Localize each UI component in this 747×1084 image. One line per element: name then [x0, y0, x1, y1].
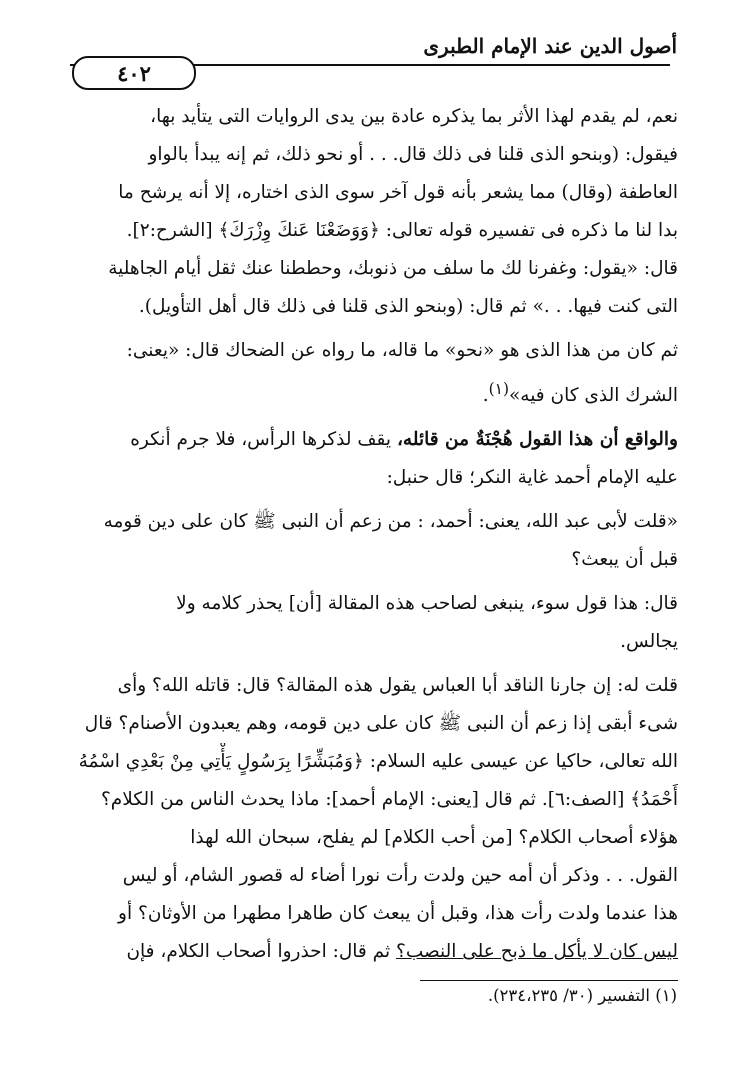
text-line: ثم كان من هذا الذى هو «نحو» ما قاله، ما رواه عن الضحاك قال: «يعنى:	[126, 340, 678, 361]
text-line: قبل أن يبعث؟	[571, 549, 678, 571]
text-line-quran: الله تعالى، حاكيا عن عيسى عليه السلام: ﴿وَمُبَشِّرًا بِرَسُولٍ يَأْتِي مِنْ بَعْدِي اسْمُهُ	[78, 751, 678, 773]
body-text	[72, 98, 678, 971]
running-header-title: أصول الدين عند الإمام الطبرى	[423, 34, 677, 58]
text-line-quran: بدا لنا ما ذكره فى تفسيره قوله تعالى: ﴿وَوَضَعْنَا عَنكَ وِزْرَكَ﴾ [الشرح:٢].	[126, 220, 678, 241]
underlined-text: ليس كان لا يأكل ما ذبح على النصب؟	[396, 941, 678, 963]
text-line: عليه الإمام أحمد غاية النكر؛ قال حنبل:	[386, 467, 678, 489]
text-line: أَحْمَدُ﴾ [الصف:٦]. ثم قال [يعنى: الإمام أحمد]: ماذا يحدث الناس من الكلام؟	[100, 789, 678, 811]
text-line: العاطفة (وقال) مما يشعر بأنه قول آخر سوى الذى اختاره، إلا أنه يرشح ما	[118, 182, 678, 203]
text-line: القول. . . وذكر أن أمه حين ولدت رأت نورا أضاء له قصور الشام، أو ليس	[122, 865, 678, 887]
text-line	[72, 933, 678, 971]
text-line: نعم، لم يقدم لهذا الأثر بما يذكره عادة بين يدى الروايات التى يتأيد بها،	[150, 106, 678, 127]
footnote-ref: (١)	[488, 380, 509, 398]
text-line	[72, 421, 678, 459]
text-line: يجالس.	[620, 631, 678, 653]
line-end: .	[482, 385, 489, 407]
text-line: فيقول: (وبنحو الذى قلنا فى ذلك قال. . . أو نحو ذلك، ثم إنه يبدأ بالواو	[148, 144, 678, 165]
page-number: ٤٠٢	[117, 60, 151, 86]
bold-emphasis: والواقع أن هذا القول هُجْنَةٌ من قائله،	[396, 429, 678, 451]
text-line: شىء أبقى إذا زعم أن النبى ﷺ كان على دين قومه، وهم يعبدون الأصنام؟ قال	[84, 713, 678, 735]
text-line: قال: هذا قول سوء، ينبغى لصاحب هذه المقالة [أن] يحذر كلامه ولا	[176, 593, 678, 615]
footnote-rule	[420, 980, 678, 981]
text-line: «قلت لأبى عبد الله، يعنى: أحمد، : من زعم أن النبى ﷺ كان على دين قومه	[103, 511, 678, 533]
page-number-badge	[72, 56, 196, 90]
text-line: هذا عندما ولدت رأت هذا، وقبل أن يبعث كان طاهرا مطهرا من الأوثان؟ أو	[118, 903, 678, 925]
text-line	[72, 370, 678, 415]
footnote: (١) التفسير (٣٠/ ٢٣٤،٢٣٥).	[487, 986, 677, 1005]
line-text: ثم قال: احذروا أصحاب الكلام، فإن	[126, 941, 396, 963]
line-text: الشرك الذى كان فيه»	[508, 385, 678, 407]
text-line: التى كنت فيها. . .» ثم قال: (وبنحو الذى قلنا فى ذلك قال أهل التأويل).	[138, 296, 678, 317]
line-text: يقف لذكرها الرأس، فلا جرم أنكره	[130, 429, 397, 451]
text-line: قال: «يقول: وغفرنا لك ما سلف من ذنوبك، وحططنا عنك ثقل أيام الجاهلية	[108, 258, 678, 279]
text-line: قلت له: إن جارنا الناقد أبا العباس يقول هذه المقالة؟ قال: قاتله الله؟ وأى	[117, 675, 678, 697]
text-line: هؤلاء أصحاب الكلام؟ [من أحب الكلام] لم يفلح، سبحان الله لهذا	[190, 827, 678, 849]
